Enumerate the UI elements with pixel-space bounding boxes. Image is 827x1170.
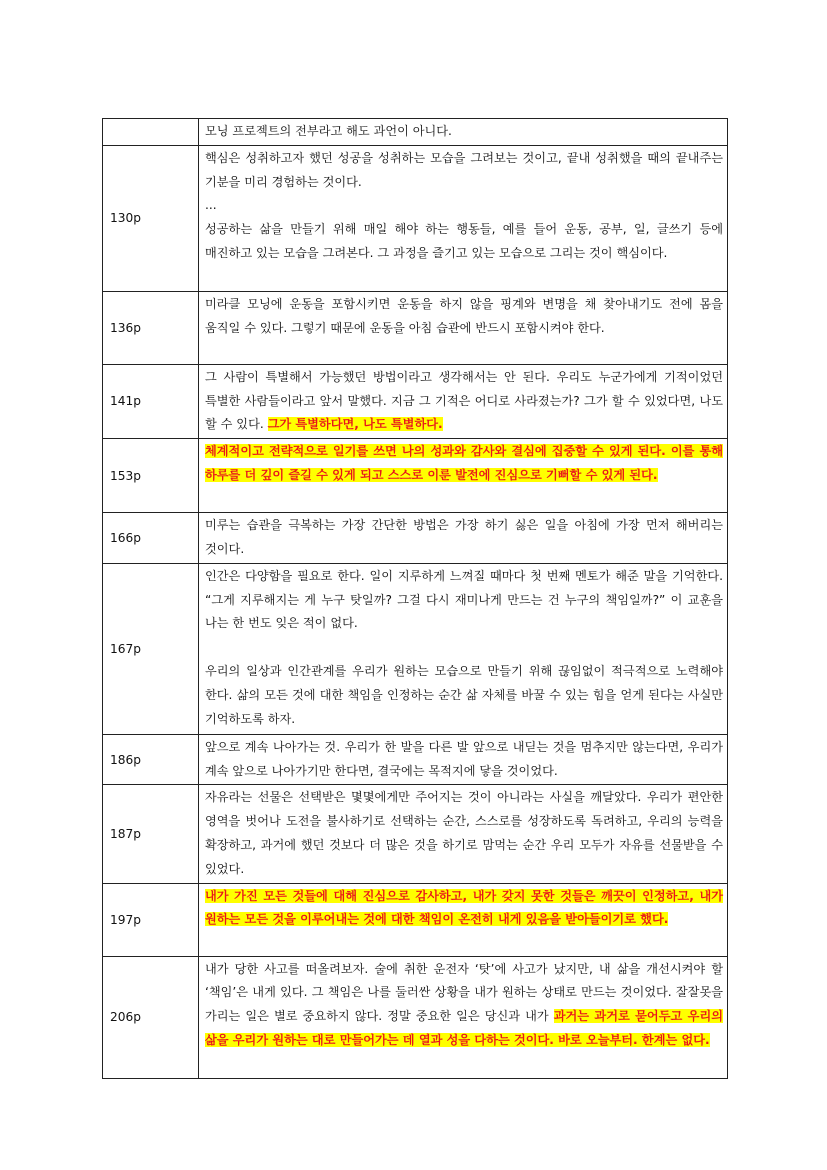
table-row — [103, 291, 728, 364]
quote-paragraph — [205, 194, 723, 218]
quote-text-cell — [199, 785, 728, 883]
page-number-cell: 206p — [103, 956, 199, 1078]
quote-text-cell — [199, 291, 728, 364]
page-number-cell: 141p — [103, 364, 199, 438]
quote-paragraph — [205, 885, 723, 933]
quote-text-cell — [199, 563, 728, 734]
page-number-cell: 136p — [103, 291, 199, 364]
quote-paragraph — [205, 514, 723, 562]
page-number-cell: 166p — [103, 513, 199, 564]
table-row — [103, 785, 728, 883]
quote-text: 핵심은 성취하고자 했던 성공을 성취하는 모습을 그려보는 것이고, 끝내 성취했을 때의 끝내주는 기분을 미리 경험하는 것이다. — [205, 150, 723, 189]
quote-text-cell — [199, 734, 728, 785]
highlighted-quote-text: 내가 가진 모든 것들에 대해 진심으로 감사하고, 내가 갖지 못한 것들은 깨끗이 인정하고, 내가 원하는 모든 것을 이루어내는 것에 대한 책임이 온전히 내게 있음을 받아들이기로 했다. — [205, 888, 723, 927]
page-number-cell: 153p — [103, 439, 199, 513]
quote-text: 모닝 프로젝트의 전부라고 해도 과언이 아니다. — [205, 124, 452, 138]
blank-line — [205, 636, 723, 660]
page-number-cell: 186p — [103, 734, 199, 785]
quote-paragraph — [205, 440, 723, 488]
quote-text: 미루는 습관을 극복하는 가장 간단한 방법은 가장 하기 싫은 일을 아침에 가장 먼저 해버리는 것이다. — [205, 518, 723, 556]
highlighted-quote-text: 그가 특별하다면, 나도 특별하다. — [267, 417, 443, 432]
table-row — [103, 563, 728, 734]
table-row — [103, 364, 728, 438]
quote-text: 인간은 다양함을 필요로 한다. 일이 지루하게 느껴질 때마다 첫 번째 멘토가 해준 말을 기억한다. “그게 지루해지는 게 누구 탓일까? 그걸 다시 재미나게 만드는 건 누구의 책임일까?” 이 교훈을 나는 한 번도 잊은 적이 없다. — [205, 568, 723, 631]
table-row — [103, 145, 728, 291]
quote-text: 우리의 일상과 인간관계를 우리가 원하는 모습으로 만들기 위해 끊임없이 적극적으로 노력해야 한다. 삶의 모든 것에 대한 책임을 인정하는 순간 삶 자체를 바꿀 수 있는 힘을 얻게 된다는 사실만 기억하도록 하자. — [205, 663, 723, 726]
table-row — [103, 883, 728, 956]
quote-text-cell — [199, 513, 728, 564]
quote-text: 내가 당한 사고를 떠올려보자. 술에 취한 운전자 ‘탓’에 사고가 났지만, 내 삶을 개선시켜야 할 ‘책임’은 내게 있다. 그 책임은 나를 둘러싼 상황을 내가 원하는 상태로 만드는 것이었다. 잘잘못을 가리는 일은 별로 중요하지 않다. 정말 중요한 일은 당신과 내가 — [205, 961, 723, 1024]
quote-text: 성공하는 삶을 만들기 위해 매일 해야 하는 행동들, 예를 들어 운동, 공부, 일, 글쓰기 등에 매진하고 있는 모습을 그려본다. 그 과정을 즐기고 있는 모습으로 그리는 것이 핵심이다. — [205, 222, 723, 260]
quote-text-cell — [199, 956, 728, 1078]
quote-text-cell — [199, 439, 728, 513]
table-row — [103, 734, 728, 785]
table-row — [103, 513, 728, 564]
page-number-cell — [103, 119, 199, 146]
table-row — [103, 956, 728, 1078]
page-number-cell: 187p — [103, 785, 199, 883]
page-number-cell: 197p — [103, 883, 199, 956]
quote-text-cell — [199, 364, 728, 438]
table-row — [103, 439, 728, 513]
quote-paragraph — [205, 147, 723, 195]
quote-text-cell — [199, 119, 728, 146]
quote-paragraph — [205, 565, 723, 636]
page-number-cell: 167p — [103, 563, 199, 734]
table-row — [103, 119, 728, 146]
quote-paragraph — [205, 293, 723, 341]
quote-text: 그 사람이 특별해서 가능했던 방법이라고 생각해서는 안 된다. 우리도 누군가에게 기적이었던 특별한 사람들이라고 앞서 말했다. 지금 그 기적은 어디로 사라졌는가? 그가 할 수 있었다면, 나도 할 수 있다. — [205, 369, 723, 432]
quote-text-cell — [199, 883, 728, 956]
quote-paragraph — [205, 218, 723, 266]
quote-paragraph — [205, 736, 723, 784]
quote-text: 자유라는 선물은 선택받은 몇몇에게만 주어지는 것이 아니라는 사실을 깨달았다. 우리가 편안한 영역을 벗어나 도전을 불사하기로 선택하는 순간, 스스로를 성장하도록 독려하고, 우리의 능력을 확장하고, 과거에 했던 것보다 더 많은 것을 하기로 맘먹는 순간 우리 모두가 자유를 선물받을 수 있었다. — [205, 790, 723, 876]
page-number-cell: 130p — [103, 145, 199, 291]
quote-paragraph — [205, 958, 723, 1053]
ellipsis-text: ... — [205, 198, 217, 213]
quote-paragraph — [205, 120, 723, 144]
quote-paragraph — [205, 366, 723, 437]
quote-text-cell — [199, 145, 728, 291]
quote-text: 앞으로 계속 나아가는 것. 우리가 한 발을 다른 발 앞으로 내딛는 것을 멈추지만 않는다면, 우리가 계속 앞으로 나아가기만 한다면, 결국에는 목적지에 닿을 것이었다. — [205, 739, 723, 778]
quote-paragraph — [205, 660, 723, 731]
quote-text: 미라클 모닝에 운동을 포함시키면 운동을 하지 않을 핑계와 변명을 채 찾아내기도 전에 몸을 움직일 수 있다. 그렇기 때문에 운동을 아침 습관에 반드시 포함시켜야 한다. — [205, 296, 723, 335]
highlighted-quote-text: 과거는 과거로 묻어두고 우리의 삶을 우리가 원하는 대로 만들어가는 데 열과 성을 다하는 것이다. 바로 오늘부터. 한계는 없다. — [205, 1009, 723, 1047]
quote-table — [102, 118, 728, 1079]
highlighted-quote-text: 체계적이고 전략적으로 일기를 쓰면 나의 성과와 감사와 결심에 집중할 수 있게 된다. 이를 통해 하루를 더 깊이 즐길 수 있게 되고 스스로 이룬 발전에 진심으로 기뻐할 수 있게 된다. — [205, 444, 723, 482]
quote-paragraph — [205, 786, 723, 881]
